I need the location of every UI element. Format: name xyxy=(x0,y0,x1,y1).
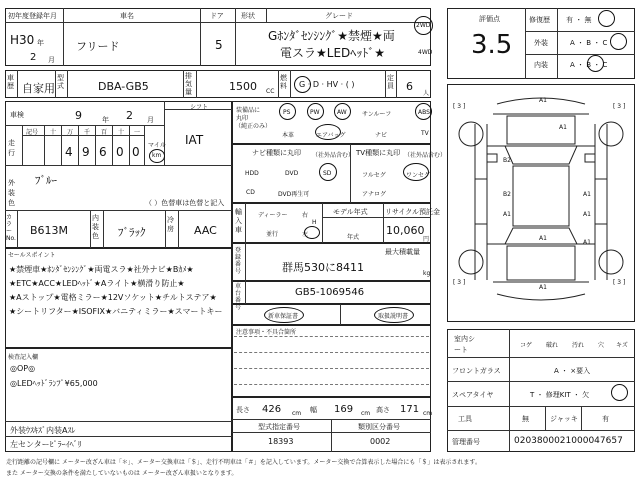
equipment-label-3: （純正のみ） xyxy=(235,123,272,130)
color-code-value: B613M xyxy=(30,224,69,237)
mileage-digit-3: 0 xyxy=(116,145,124,159)
mgmt-label: 管理番号 xyxy=(452,438,480,446)
diagram-label-9: A1 xyxy=(583,239,591,246)
seat-yogore: 汚れ xyxy=(572,342,585,349)
jack-value: 有 xyxy=(602,415,609,423)
import-handle: H xyxy=(312,219,317,226)
color-code-label: カラーNo. xyxy=(6,214,16,242)
spare-value: T ・ 修理KIT ・ 欠 xyxy=(530,391,590,399)
tools-value: 無 xyxy=(522,415,529,423)
grade-line-2: 電スラ★LEDﾍｯﾄﾞ★ xyxy=(280,46,386,60)
chassis-label: 車台番号 xyxy=(235,283,242,311)
cc-unit: CC xyxy=(266,88,275,95)
inspection-year-unit: 年 xyxy=(102,116,109,124)
tv-label-sub: （社外品含む） xyxy=(404,152,447,159)
equip-pw: PW xyxy=(310,109,320,116)
tv-analog: アナログ xyxy=(362,191,387,198)
mileage-col-3: 千 xyxy=(84,129,91,136)
notes-line-1: ◎OP◎ xyxy=(10,364,36,373)
inspection-label: 車検 xyxy=(10,111,24,119)
footer-line-1: 走行距離の記号欄に メーター改ざん車は「＊」、メーター交換車は「＄」、走行不明車は「＃」を記入しています。メーター交換で合算表示した場合にも「＄」は表示されます。 xyxy=(6,459,481,466)
length-cm: cm xyxy=(292,410,302,417)
footer-line-2: また メーター交換の条件を満たしていないものは メーター改ざん車扱いとなります。 xyxy=(6,470,238,477)
equip-ps: PS xyxy=(283,109,291,116)
sales-line-3: ★Aストップ★電格ミラー★12Vソケット★チルトステア★ xyxy=(9,293,217,302)
chassis-value: GB5-1069546 xyxy=(295,287,365,298)
exterior-value: A ・ B ・ C xyxy=(570,39,608,47)
sales-line-1: ★禁煙車★ﾎﾝﾀﾞｾﾝｼﾝｸﾞ★両電スラ★社外ナビ★Bｶﾒ★ xyxy=(9,265,194,274)
interior-color-value: ﾌﾞﾗｯｸ xyxy=(118,226,146,239)
navi-dvd-play: DVD再生可 xyxy=(278,191,310,198)
row2-table xyxy=(5,70,431,98)
repair-none-circle xyxy=(598,10,615,27)
mileage-col-5: 十 xyxy=(118,129,125,136)
spare-label: スペアタイヤ xyxy=(452,391,494,399)
inspection-month: 2 xyxy=(126,109,133,122)
sales-line-2: ★ETC★ACC★LEDﾍｯﾄﾞ★Aライト★横滑り防止★ xyxy=(9,279,185,288)
repair-value: 有 ・ 無 xyxy=(566,16,592,24)
equipment-label: 装備品に xyxy=(236,107,261,114)
model-year-label: モデル年式 xyxy=(333,208,368,216)
mileage-km: km xyxy=(152,152,162,159)
seat-koge: コゲ xyxy=(520,342,533,349)
windshield-value: A ・ ×要入 xyxy=(554,367,591,375)
tools-label: 工具 xyxy=(458,415,472,423)
displacement-value: 1500 xyxy=(229,80,257,93)
mileage-col-1: 十 xyxy=(50,129,57,136)
navi-dvd: DVD xyxy=(285,170,299,177)
equip-airbag: エアバッグ xyxy=(316,132,346,139)
first-reg-label: 初年度登録年月 xyxy=(8,12,57,20)
drive-2wd: 2WD xyxy=(416,22,431,29)
diagram-label-4: B2 xyxy=(503,191,511,198)
interior-value: A ・ B ・ C xyxy=(570,61,608,69)
equip-leather: 本革 xyxy=(282,132,295,139)
diagram-bracket-2: [ 3 ] xyxy=(613,103,626,110)
navi-sd: SD xyxy=(323,170,332,177)
grade-line-1: Gﾎﾝﾀﾞｾﾝｼﾝｸﾞ★禁煙★両 xyxy=(268,29,395,43)
windshield-label: フロントガラス xyxy=(452,367,501,375)
sales-points-label: セールスポイント xyxy=(8,252,56,259)
import-dealer: ディーラー xyxy=(258,212,288,219)
handle-left-circle xyxy=(304,226,320,239)
first-reg-month: 2 xyxy=(30,52,37,63)
width-cm: cm xyxy=(361,410,371,417)
length-label: 長さ xyxy=(236,406,250,414)
capacity-value: 6 xyxy=(406,80,413,93)
equip-navi: ナビ xyxy=(375,132,388,139)
mileage-digit-4: 0 xyxy=(132,145,140,159)
spare-none-circle xyxy=(611,384,628,401)
mileage-col-6: 一 xyxy=(134,129,141,136)
repair-label: 修復歴 xyxy=(529,16,550,24)
mileage-digit-1: 9 xyxy=(82,145,90,159)
door-label: ドア xyxy=(210,12,224,20)
max-load-kg: kg xyxy=(423,270,431,277)
tv-label: TV種類に丸印 xyxy=(356,149,401,157)
color-value: ﾌﾞﾙｰ xyxy=(35,174,57,187)
notes-line-2: ◎LEDﾍｯﾄﾞﾗﾝﾌﾟ¥65,000 xyxy=(10,379,98,388)
diagram-label-10: A1 xyxy=(539,284,547,291)
type-spec-value: 18393 xyxy=(268,437,294,446)
navi-label: ナビ種類に丸印 xyxy=(252,149,301,157)
equipment-label-2: 丸印 xyxy=(236,115,249,122)
equip-aw: AW xyxy=(337,109,347,116)
fuel-value: G · D · HV · ( ) xyxy=(299,80,355,89)
evaluation-score: 3.5 xyxy=(471,30,513,60)
diagram-bracket-4: [ 3 ] xyxy=(613,279,626,286)
evaluation-label: 評価点 xyxy=(479,15,500,23)
usage-label: 車歴 xyxy=(7,74,14,90)
car-name-label: 車名 xyxy=(120,12,134,20)
grade-label: グレード xyxy=(325,12,353,20)
seat-ana: 穴 xyxy=(598,342,605,349)
model-year-unit: 年式 xyxy=(347,234,360,241)
diagram-bracket-3: [ 3 ] xyxy=(453,279,466,286)
persons-unit: 人 xyxy=(423,90,430,97)
recycle-label: リサイクル預託金 xyxy=(385,208,441,216)
mileage-col-0: 記号 xyxy=(26,129,39,136)
recycle-value: 10,060 xyxy=(386,224,425,237)
mileage-digit-2: 6 xyxy=(99,145,107,159)
max-load-label: 最大積載量 xyxy=(385,248,420,256)
model-label: 型式 xyxy=(57,74,64,90)
diagram-label-6: A1 xyxy=(503,211,511,218)
navi-label-sub: （社外品含む） xyxy=(312,152,355,159)
import-label: 輸入車 xyxy=(235,208,242,234)
category-label: 類別区分番号 xyxy=(358,423,400,431)
category-value: 0002 xyxy=(370,437,391,446)
doors-value: 5 xyxy=(215,38,223,52)
registration-value: 群馬530に8411 xyxy=(282,261,364,274)
diagram-label-8: A1 xyxy=(539,235,547,242)
diagram-label-2: A1 xyxy=(559,124,567,131)
interior-seat-label: 室内シート xyxy=(454,335,475,354)
mileage-col-4: 百 xyxy=(101,129,108,136)
seat-yabure: 破れ xyxy=(546,342,559,349)
exterior-c-circle xyxy=(610,33,627,50)
import-left: 左 xyxy=(302,231,309,238)
type-spec-label: 型式指定番号 xyxy=(258,423,300,431)
length-value: 426 xyxy=(262,404,282,415)
usage-value: 自家用 xyxy=(22,82,55,95)
first-reg-era: H30 xyxy=(10,33,35,47)
extra-line-1: 外装ｳｽｷｽﾞ内装Aｽﾚ xyxy=(10,426,76,435)
width-value: 169 xyxy=(334,404,354,415)
mgmt-value: 0203800021000047657 xyxy=(514,436,623,446)
diagram-label-1: A1 xyxy=(539,97,547,104)
ac-value: AAC xyxy=(194,224,217,237)
guarantee: 新車保証書 xyxy=(268,313,299,320)
ac-label: 冷房 xyxy=(167,216,174,233)
exterior-label: 外装 xyxy=(534,39,548,47)
month-suffix: 月 xyxy=(48,56,55,64)
mileage-mile: マイル xyxy=(148,142,166,149)
recycle-yen: 円 xyxy=(423,236,430,243)
shift-label: シフト xyxy=(190,104,209,111)
drive-4wd: 4WD xyxy=(418,49,433,56)
import-right: 右 xyxy=(302,212,309,219)
sales-line-4: ★シートリフター★ISOFIX★バニティミラー★スマートキー xyxy=(9,307,223,316)
diagram-label-5: A1 xyxy=(583,191,591,198)
equip-abs: ABS xyxy=(418,109,430,116)
navi-hdd: HDD xyxy=(245,170,259,177)
defects-label: 注意事項・不具合箇所 xyxy=(236,329,297,336)
car-diagram xyxy=(447,84,635,322)
equip-sunroof: サンルーフ xyxy=(362,111,392,118)
navi-cd: CD xyxy=(246,189,255,196)
diagram-bracket-1: [ 3 ] xyxy=(453,103,466,110)
notes-section-label: 検査記入欄 xyxy=(8,354,39,361)
shape-label: 形状 xyxy=(241,12,255,20)
inspection-month-unit: 月 xyxy=(147,116,154,124)
model-value: DBA-GB5 xyxy=(98,80,149,93)
year-suffix: 年 xyxy=(37,39,44,47)
inspection-year: 9 xyxy=(75,109,82,122)
color-note: （ ）色替車は色替と記入 xyxy=(145,199,225,207)
interior-color-label: 内装色 xyxy=(92,214,99,240)
mileage-label: 走行 xyxy=(8,139,15,157)
fuel-label: 燃料 xyxy=(280,74,287,90)
registration-label: 登録番号 xyxy=(235,247,242,275)
seat-kizu: キズ xyxy=(616,342,628,349)
diagram-label-7: A1 xyxy=(583,211,591,218)
mileage-col-2: 万 xyxy=(67,129,74,136)
height-label: 高さ xyxy=(376,406,390,414)
height-cm: cm xyxy=(423,410,433,417)
interior-label: 内装 xyxy=(534,61,548,69)
import-parallel: 並行 xyxy=(266,231,279,238)
car-name-value: フリード xyxy=(76,40,120,53)
manual: 取扱説明書 xyxy=(378,313,409,320)
shift-value: IAT xyxy=(185,133,204,147)
displacement-label: 排気量 xyxy=(185,72,192,96)
equip-tv: TV xyxy=(421,130,429,137)
color-label: 外装色 xyxy=(8,179,15,207)
jack-label: ジャッキ xyxy=(550,415,578,423)
height-value: 171 xyxy=(400,404,420,415)
width-label: 幅 xyxy=(310,406,317,414)
extra-line-2: 左センターﾋﾟﾗｰｲﾍﾞﾘ xyxy=(10,440,82,449)
mileage-digit-0: 4 xyxy=(65,145,73,159)
diagram-label-3: B2 xyxy=(503,157,511,164)
tv-fullseg: フルセグ xyxy=(362,172,386,179)
tv-oneseg: ワンセグ xyxy=(406,172,431,179)
capacity-label: 定員 xyxy=(387,74,394,90)
interior-b-circle xyxy=(587,55,604,72)
